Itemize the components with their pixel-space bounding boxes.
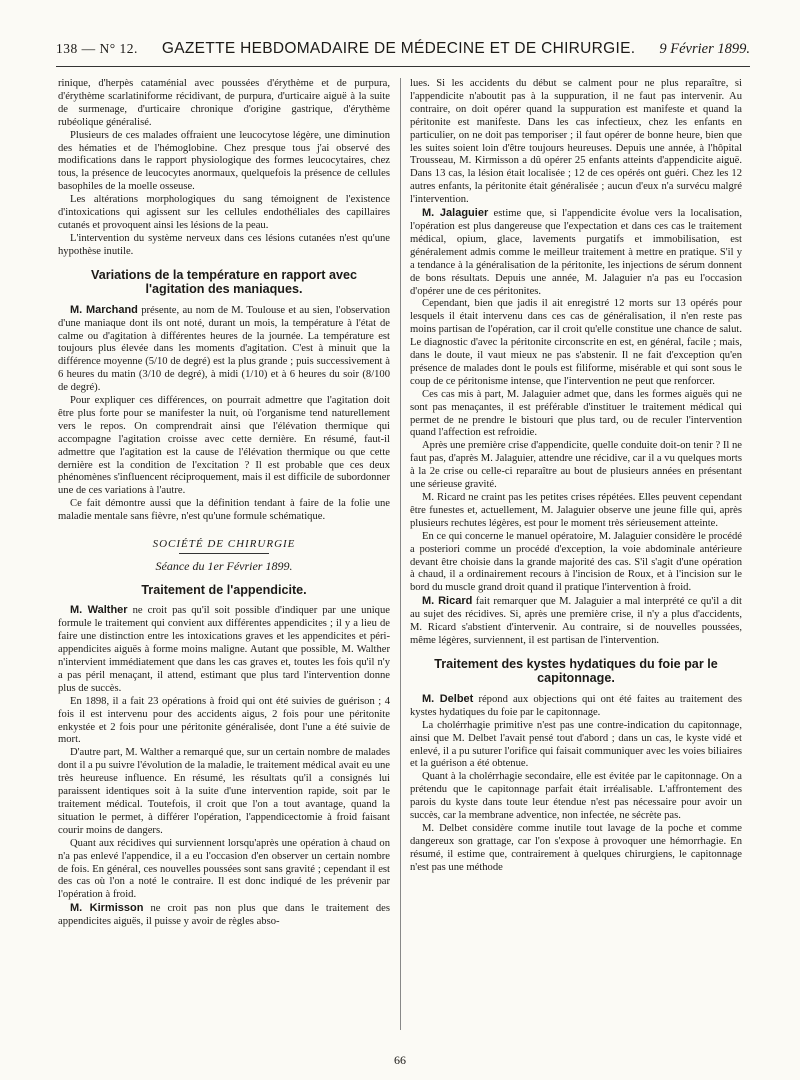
paragraph: Plusieurs de ces malades offraient une leucocytose légère, une diminution des hématies et de l'hémoglobine. Chez presque tous j'ai observé des modifications dans le rapport physiologique des formes leucocytaires, chez tous, la présence de leucocytes anormaux, quelquefois la présence de cellules basophiles de la moelle osseuse.	[58, 129, 390, 193]
paragraph-text: estime que, si l'appendicite évolue vers la localisation, l'opération est plus dangereuse que l'expectation et dans ces cas le traitement médical, opium, glace, lavements purgatifs et immobilisation, est généralement admis comme le meilleur traitement à mettre en pratique. S'il y a tendance à la généralisation de la péritonite, les injections de sérum donnent de bons résultats. Depuis une année, M. Jalaguier n'a pas eu l'occasion d'opérer une de ces péritonites.	[410, 208, 742, 297]
section-title-temperature: Variations de la température en rapport avec l'agitation des maniaques.	[91, 267, 357, 297]
session-date: Séance du 1er Février 1899.	[155, 559, 293, 573]
paragraph: Les altérations morphologiques du sang témoignent de l'existence d'intoxications qui agissent sur les cellules endothéliales des capillaires cutanés et provoquent ainsi les lésions de la peau.	[58, 194, 390, 231]
paragraph: Pour expliquer ces différences, on pourrait admettre que l'agitation doit être plus forte pour se manifester la nuit, où l'organisme tend naturellement vers le repos. On comprendrait ainsi que l'élévation thermique qui accompagne l'agitation croisse avec cette dernière. En résumé, faut-il admettre que l'agitation est la cause de l'élévation thermique ou que cette dernière est la condition de l'excitation ? Il est probable que ces deux phénomènes s'influencent réciproquement, mais il est difficile de subordonner une de ces variations à l'autre.	[58, 395, 390, 497]
paragraph: Quant à la cholérrhagie secondaire, elle est évitée par le capitonnage. On a prétendu que le capitonnage parfait était irréalisable. L'affrontement des parois du kyste dans toute leur étendue n'est pas nécessaire pour avoir un succès, car la membrane adventice, non infectée, ne sécrète pas.	[410, 771, 742, 822]
page-issue-number: 138 — N° 12.	[56, 41, 138, 56]
paragraph-text: ne croit pas qu'il soit possible d'indiquer par une unique formule le traitement qui convient aux différentes appendicites ; il y a lieu de faire une distinction entre les intoxications graves et les appendicites et péri-appendicites aiguës à forme moins maligne. Autant que possible, M. Walther n'intervient immédiatement que dans les cas graves et, toutes les fois qu'il n'y a pas péril menaçant, il attend, estimant que plus tard l'intervention donne plus de succès.	[58, 605, 390, 694]
paragraph	[410, 693, 742, 720]
speaker-name: M. Walther	[70, 604, 128, 617]
section-title-kystes: Traitement des kystes hydatiques du foie par le capitonnage.	[434, 656, 718, 686]
section-title-appendicite: Traitement de l'appendicite.	[141, 582, 307, 597]
column-divider	[400, 78, 401, 1030]
paragraph: Quant aux récidives qui surviennent lorsqu'après une opération à chaud on n'a pas enlevé l'appendice, il a eu l'occasion d'en observer un certain nombre de fois. En général, ces nouvelles poussées sont sans gravité ; cependant il est des cas où l'on a noté le contraire. Il est donc indiqué de les prévenir par l'opération à froid.	[58, 837, 390, 901]
page-number: 66	[394, 1053, 406, 1067]
paragraph: La cholérrhagie primitive n'est pas une contre-indication du capitonnage, ainsi que M. Delbet l'avait pensé tout d'abord ; dans un cas, le kyste vidé et enlevé, il a pu suturer l'orifice qui faisait communiquer avec les voies biliaires et la guérison a été obtenue.	[410, 719, 742, 770]
paragraph-text: fait remarquer que M. Jalaguier a mal interprété ce qu'il a dit au sujet des récidives. Si, après une première crise, il n'y a plus d'accidents, M. Ricard s'abstient d'intervenir. Au contraire, si de nouvelles poussées, même légères, surviennent, il est partisan de l'intervention.	[410, 596, 742, 646]
speaker-name: M. Marchand	[70, 303, 138, 316]
paragraph: D'autre part, M. Walther a remarqué que, sur un certain nombre de malades dont il a pu suivre l'évolution de la maladie, le traitement médical avait eu une très heureuse influence. En résumé, les résultats qu'il a consignés lui paraissent identiques soit à la suite d'une intervention rapide, soit par le traitement médical. Toutefois, il croit que l'on a tout avantage, quand la situation le permet, à différer l'opération, l'appendicectomie à froid faisant courir moins de dangers.	[58, 747, 390, 836]
paragraph: rinique, d'herpès cataménial avec poussées d'érythème et de purpura, d'érythème scarlatiniforme récidivant, de purpura, d'urticaire aiguë à la suite de surmenage, d'urticaire chronique d'origine gastrique, d'érythème rubéolique généralisé.	[58, 78, 390, 128]
paragraph: M. Delbet considère comme inutile tout lavage de la poche et comme dangereux son grattage, car l'on s'expose à provoquer une hémorrhagie. En résumé, il estime que, contrairement à quelques chirurgiens, le capitonnage n'est pas une méthode	[410, 822, 742, 873]
speaker-name: M. Ricard	[422, 595, 473, 608]
left-column	[58, 78, 390, 1038]
paragraph	[58, 604, 390, 695]
right-column	[410, 78, 742, 1038]
paragraph-text: ne croit pas non plus que dans le traitement des appendicites aiguës, il puisse y avoir de règles abso-	[58, 903, 390, 928]
issue-date: 9 Février 1899.	[659, 41, 750, 57]
speaker-name: M. Kirmisson	[70, 902, 144, 915]
paragraph: En ce qui concerne le manuel opératoire, M. Jalaguier considère le procédé a posteriori comme un procédé d'exception, la voie abdominale antérieure devant être choisie dans la grande majorité des cas. S'il s'agit d'une opération à chaud, il a ordinairement recours à l'incision de Roux, et à l'incision sur le bord du muscle grand droit quand il pratique l'intervention à froid.	[410, 530, 742, 594]
paragraph: En 1898, il a fait 23 opérations à froid qui ont été suivies de guérison ; 4 fois il est intervenu pour des accidents aigus, 2 fois pour une péritonite enkystée et 2 fois pour une péritonite généralisée, dont l'une a été suivie de mort.	[58, 695, 390, 746]
speaker-name: M. Jalaguier	[422, 207, 489, 220]
divider	[179, 553, 269, 554]
paragraph	[410, 595, 742, 648]
paragraph-text: répond aux objections qui ont été faites au traitement des kystes hydatiques du foie par le capitonnage.	[410, 693, 742, 718]
paragraph	[58, 304, 390, 395]
paragraph: M. Ricard ne craint pas les petites crises répétées. Elles peuvent cependant être funestes et, actuellement, M. Jalaguier observe une jeune fille qui, après plusieurs rechutes légères, est pour le moment très sérieusement atteinte.	[410, 492, 742, 529]
journal-title: GAZETTE HEBDOMADAIRE DE MÉDECINE ET DE CHIRURGIE.	[161, 40, 636, 57]
paragraph: Cependant, bien que jadis il ait enregistré 12 morts sur 13 opérés pour lesquels il était intervenu dans ces cas de généralisation, il n'en reste pas moins partisan de l'opération, car il croit qu'elle constitue une chance de salut. Le diagnostic d'avec la péritonite circonscrite en est, en général, facile ; mais, dans le doute, il vaut mieux ne pas s'abstenir. Il ne fait d'exception qu'en présence de malades dont le pouls est filiforme, misérable et qui sont sous le coup de ce péritonisme intense, que l'intervention ne peut que renforcer.	[410, 298, 742, 387]
paragraph: lues. Si les accidents du début se calment pour ne plus reparaître, si l'appendicite n'aboutit pas à la suppuration, il ne faut pas intervenir. Au contraire, on doit opérer quand la suppuration est manifeste et quand la péritonite est manifeste. Dans les cas infectieux, chez les enfants en particulier, on ne doit pas temporiser ; il faut opérer de bonne heure, bien que les suites soient loin d'être toujours heureuses. Depuis une année, à l'hôpital Trousseau, M. Kirmisson a dû opérer 25 enfants atteints d'appendicite aiguë. Dans 13 cas, la lésion était localisée ; 12 de ces opérés ont guéri. Chez les 12 autres enfants, la péritonite était généralisée ; aucun d'eux n'a survécu malgré l'intervention.	[410, 78, 742, 206]
paragraph	[410, 207, 742, 298]
speaker-name: M. Delbet	[422, 692, 474, 705]
paragraph: Ces cas mis à part, M. Jalaguier admet que, dans les formes aiguës qui ne sont pas menaçantes, il est préférable d'instituer le traitement médical qui permet de ne prendre le bistouri que plus tard, ou de reculer l'intervention quand l'affection est refroidie.	[410, 388, 742, 439]
paragraph: L'intervention du système nerveux dans ces lésions cutanées n'est qu'une hypothèse inutile.	[58, 232, 390, 257]
paragraph	[58, 902, 390, 929]
society-heading: SOCIÉTÉ DE CHIRURGIE	[152, 538, 296, 551]
running-header	[56, 40, 750, 67]
paragraph: Ce fait démontre aussi que la définition tendant à faire de la folie une maladie mentale sans fièvre, n'est qu'une formule schématique.	[58, 498, 390, 523]
paragraph-text: présente, au nom de M. Toulouse et au sien, l'observation d'une maniaque dont ils ont noté, durant un mois, la température à l'état de calme ou d'agitation à différentes heures de la journée. La température est toujours plus élevée dans les moments d'agitation. C'est à minuit que la différence moyenne (5/10 de degré) est la plus grande ; puis successivement à 6 heures du matin (3/10 de degré), à midi (1/10) et à 6 heures du soir (8/100 de degré).	[58, 304, 390, 394]
paragraph: Après une première crise d'appendicite, quelle conduite doit-on tenir ? Il ne faut pas, d'après M. Jalaguier, attendre une récidive, car il a vu quelques morts à la 2e crise ou celle-ci reparaître au bout de plusieurs années en présentant une sérieuse gravité.	[410, 440, 742, 491]
